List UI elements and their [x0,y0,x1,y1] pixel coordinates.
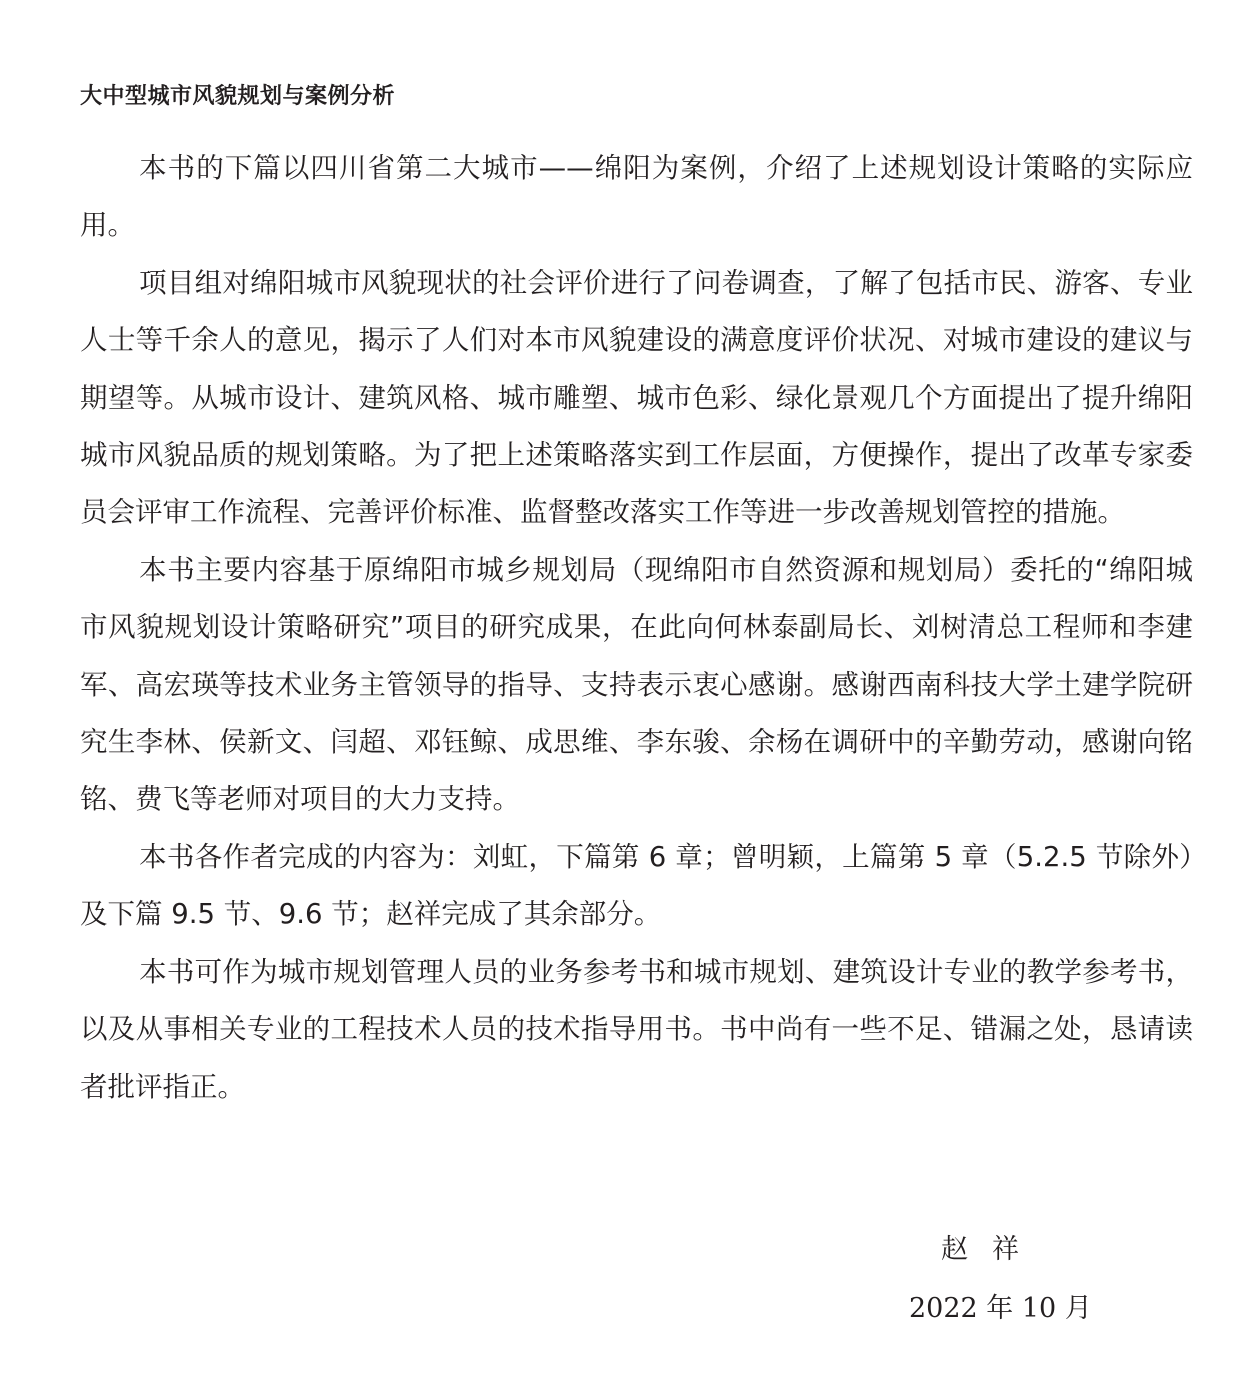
paragraph-survey: 项目组对绵阳城市风貌现状的社会评价进行了问卷调查，了解了包括市民、游客、专业人士等千余人的意见，揭示了人们对本市风貌建设的满意度评价状况、对城市建设的建议与期望等。从城市设计、建筑风格、城市雕塑、城市色彩、绿化景观几个方面提出了提升绵阳城市风貌品质的规划策略。为了把上述策略落实到工作层面，方便操作，提出了改革专家委员会评审工作流程、完善评价标准、监督整改落实工作等进一步改善规划管控的措施。 [80,266,1193,529]
paragraph-case-study: 本书的下篇以四川省第二大城市——绵阳为案例，介绍了上述规划设计策略的实际应用。 [80,152,1193,242]
signature-date: 2022 年 10 月 [909,1293,1092,1324]
running-header-book-title: 大中型城市风貌规划与案例分析 [80,83,396,109]
paragraph-audience: 本书可作为城市规划管理人员的业务参考书和城市规划、建筑设计专业的教学参考书，以及从事相关专业的工程技术人员的技术指导用书。书中尚有一些不足、错漏之处，恳请读者批评指正。 [80,955,1193,1103]
signature-author: 赵祥 [941,1234,1043,1265]
paragraph-authors: 本书各作者完成的内容为：刘虹，下篇第 6 章；曾明颖，上篇第 5 章（5.2.5 节除外）及下篇 9.5 节、9.6 节；赵祥完成了其余部分。 [80,840,1193,931]
paragraph-acknowledgements: 本书主要内容基于原绵阳市城乡规划局（现绵阳市自然资源和规划局）委托的“绵阳城市风貌规划设计策略研究”项目的研究成果，在此向何林泰副局长、刘树清总工程师和李建军、高宏瑛等技术业务主管领导的指导、支持表示衷心感谢。感谢西南科技大学土建学院研究生李林、侯新文、闫超、邓钰鲸、成思维、李东骏、余杨在调研中的辛勤劳动，感谢向铭铭、费飞等老师对项目的大力支持。 [80,553,1193,816]
preface-body [80,140,1193,1116]
